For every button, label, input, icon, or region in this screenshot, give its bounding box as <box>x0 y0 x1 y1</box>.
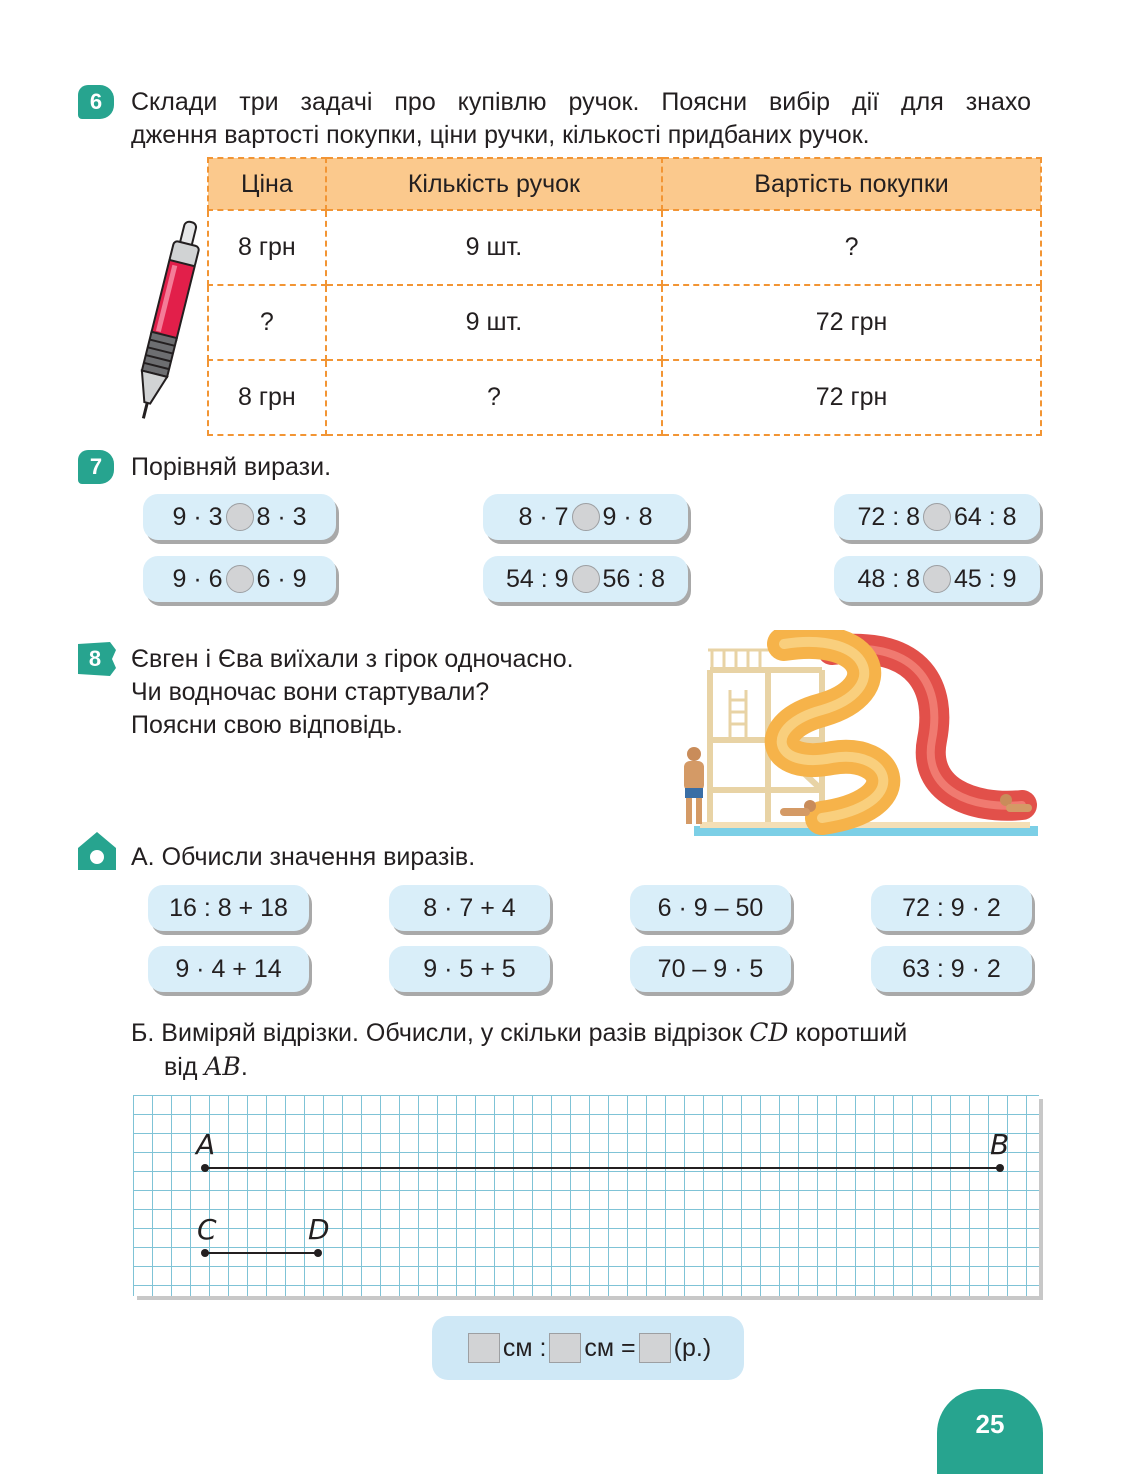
compare-circle[interactable] <box>923 565 951 593</box>
expression-right: 56 : 8 <box>602 564 666 593</box>
compare-circle[interactable] <box>572 565 600 593</box>
segment-name: AB <box>204 1052 241 1081</box>
task6-text <box>131 86 1031 152</box>
expression-right: 6 · 9 <box>256 564 307 593</box>
homework-b-line2 <box>131 1050 1043 1084</box>
task6-line1: Склади три задачі про купівлю ручок. Поясни вибір дії для знахо <box>131 88 1031 116</box>
table-header-row <box>208 158 1041 210</box>
point-a <box>201 1164 209 1172</box>
expression-pill: 8 · 7 + 4 <box>389 885 550 931</box>
water-slide-illustration <box>672 630 1040 838</box>
point-b-label: B <box>990 1128 1010 1161</box>
text-fragment: від <box>164 1053 205 1081</box>
expression-pill: 9 · 5 + 5 <box>389 946 550 992</box>
table-cell: 8 грн <box>208 360 326 435</box>
table-cell: 72 грн <box>662 285 1041 360</box>
table-header-cell: Ціна <box>208 158 326 210</box>
task8-line2: Чи водночас вони стартували? <box>131 678 490 706</box>
comparison-pill <box>143 494 336 540</box>
task8-text <box>131 643 574 742</box>
expression-right: 8 · 3 <box>256 502 307 531</box>
comparison-pill <box>483 494 688 540</box>
table-row <box>208 285 1041 360</box>
table-cell: ? <box>208 285 326 360</box>
text-fragment: Б. Виміряй відрізки. Обчисли, у скільки разів відрізок <box>131 1019 750 1047</box>
homework-b-text <box>131 1016 1043 1084</box>
grid-paper <box>133 1095 1039 1296</box>
point-c <box>201 1249 209 1257</box>
task7-prompt: Порівняй вирази. <box>131 453 332 481</box>
segment-name: CD <box>749 1018 789 1047</box>
expression-pill: 6 · 9 – 50 <box>630 885 791 931</box>
point-a-label: A <box>196 1128 216 1161</box>
purchase-table <box>207 157 1042 436</box>
table-header-cell: Кількість ручок <box>326 158 662 210</box>
expression-left: 72 : 8 <box>857 502 920 531</box>
comparison-pill <box>143 556 336 602</box>
compare-circle[interactable] <box>226 503 254 531</box>
formula-unit: (р.) <box>673 1333 712 1362</box>
expression-left: 48 : 8 <box>857 564 920 593</box>
task-number: 8 <box>88 646 102 671</box>
compare-circle[interactable] <box>226 565 254 593</box>
text-fragment: . <box>240 1053 248 1081</box>
task-number-badge: 7 <box>78 450 114 484</box>
expression-pill: 9 · 4 + 14 <box>148 946 309 992</box>
segment-ab <box>205 1167 1000 1169</box>
point-c-label: C <box>197 1213 217 1246</box>
task8-line1: Євген і Єва виїхали з гірок одночасно. <box>131 645 574 673</box>
answer-box[interactable] <box>639 1333 671 1363</box>
table-cell: ? <box>662 210 1041 285</box>
home-icon <box>76 830 118 872</box>
segment-cd <box>205 1252 318 1254</box>
table-cell: 9 шт. <box>326 210 662 285</box>
expression-right: 64 : 8 <box>954 502 1017 531</box>
comparison-pill <box>834 556 1040 602</box>
table-cell: 8 грн <box>208 210 326 285</box>
answer-box[interactable] <box>549 1333 581 1363</box>
comparison-pill <box>483 556 688 602</box>
table-cell: 9 шт. <box>326 285 662 360</box>
expression-pill: 16 : 8 + 18 <box>148 885 309 931</box>
formula-unit: см = <box>584 1333 636 1362</box>
table-cell: ? <box>326 360 662 435</box>
point-b <box>996 1164 1004 1172</box>
compare-circle[interactable] <box>572 503 600 531</box>
expression-pill: 63 : 9 · 2 <box>871 946 1032 992</box>
formula-unit: см : <box>502 1333 547 1362</box>
expression-right: 9 · 8 <box>602 502 653 531</box>
page-number: 25 <box>937 1389 1043 1474</box>
expression-left: 8 · 7 <box>518 502 569 531</box>
expression-left: 9 · 6 <box>172 564 223 593</box>
point-d-label: D <box>308 1213 330 1246</box>
text-fragment: коротший <box>788 1019 908 1047</box>
comparison-pill <box>834 494 1040 540</box>
answer-formula <box>432 1316 744 1380</box>
point-d <box>314 1249 322 1257</box>
table-row <box>208 210 1041 285</box>
expression-left: 9 · 3 <box>172 502 223 531</box>
task-number-badge: 6 <box>78 85 114 119</box>
table-cell: 72 грн <box>662 360 1041 435</box>
homework-a-prompt: А. Обчисли значення виразів. <box>131 843 476 871</box>
answer-box[interactable] <box>468 1333 500 1363</box>
expression-pill: 72 : 9 · 2 <box>871 885 1032 931</box>
task8-line3: Поясни свою відповідь. <box>131 711 403 739</box>
table-row <box>208 360 1041 435</box>
homework-b-line1 <box>131 1016 1043 1050</box>
compare-circle[interactable] <box>923 503 951 531</box>
expression-right: 45 : 9 <box>954 564 1017 593</box>
pen-illustration <box>130 218 210 430</box>
table-header-cell: Вартість покупки <box>662 158 1041 210</box>
task6-line2: дження вартості покупки, ціни ручки, кількості придбаних ручок. <box>131 121 870 149</box>
expression-left: 54 : 9 <box>505 564 569 593</box>
expression-pill: 70 – 9 · 5 <box>630 946 791 992</box>
